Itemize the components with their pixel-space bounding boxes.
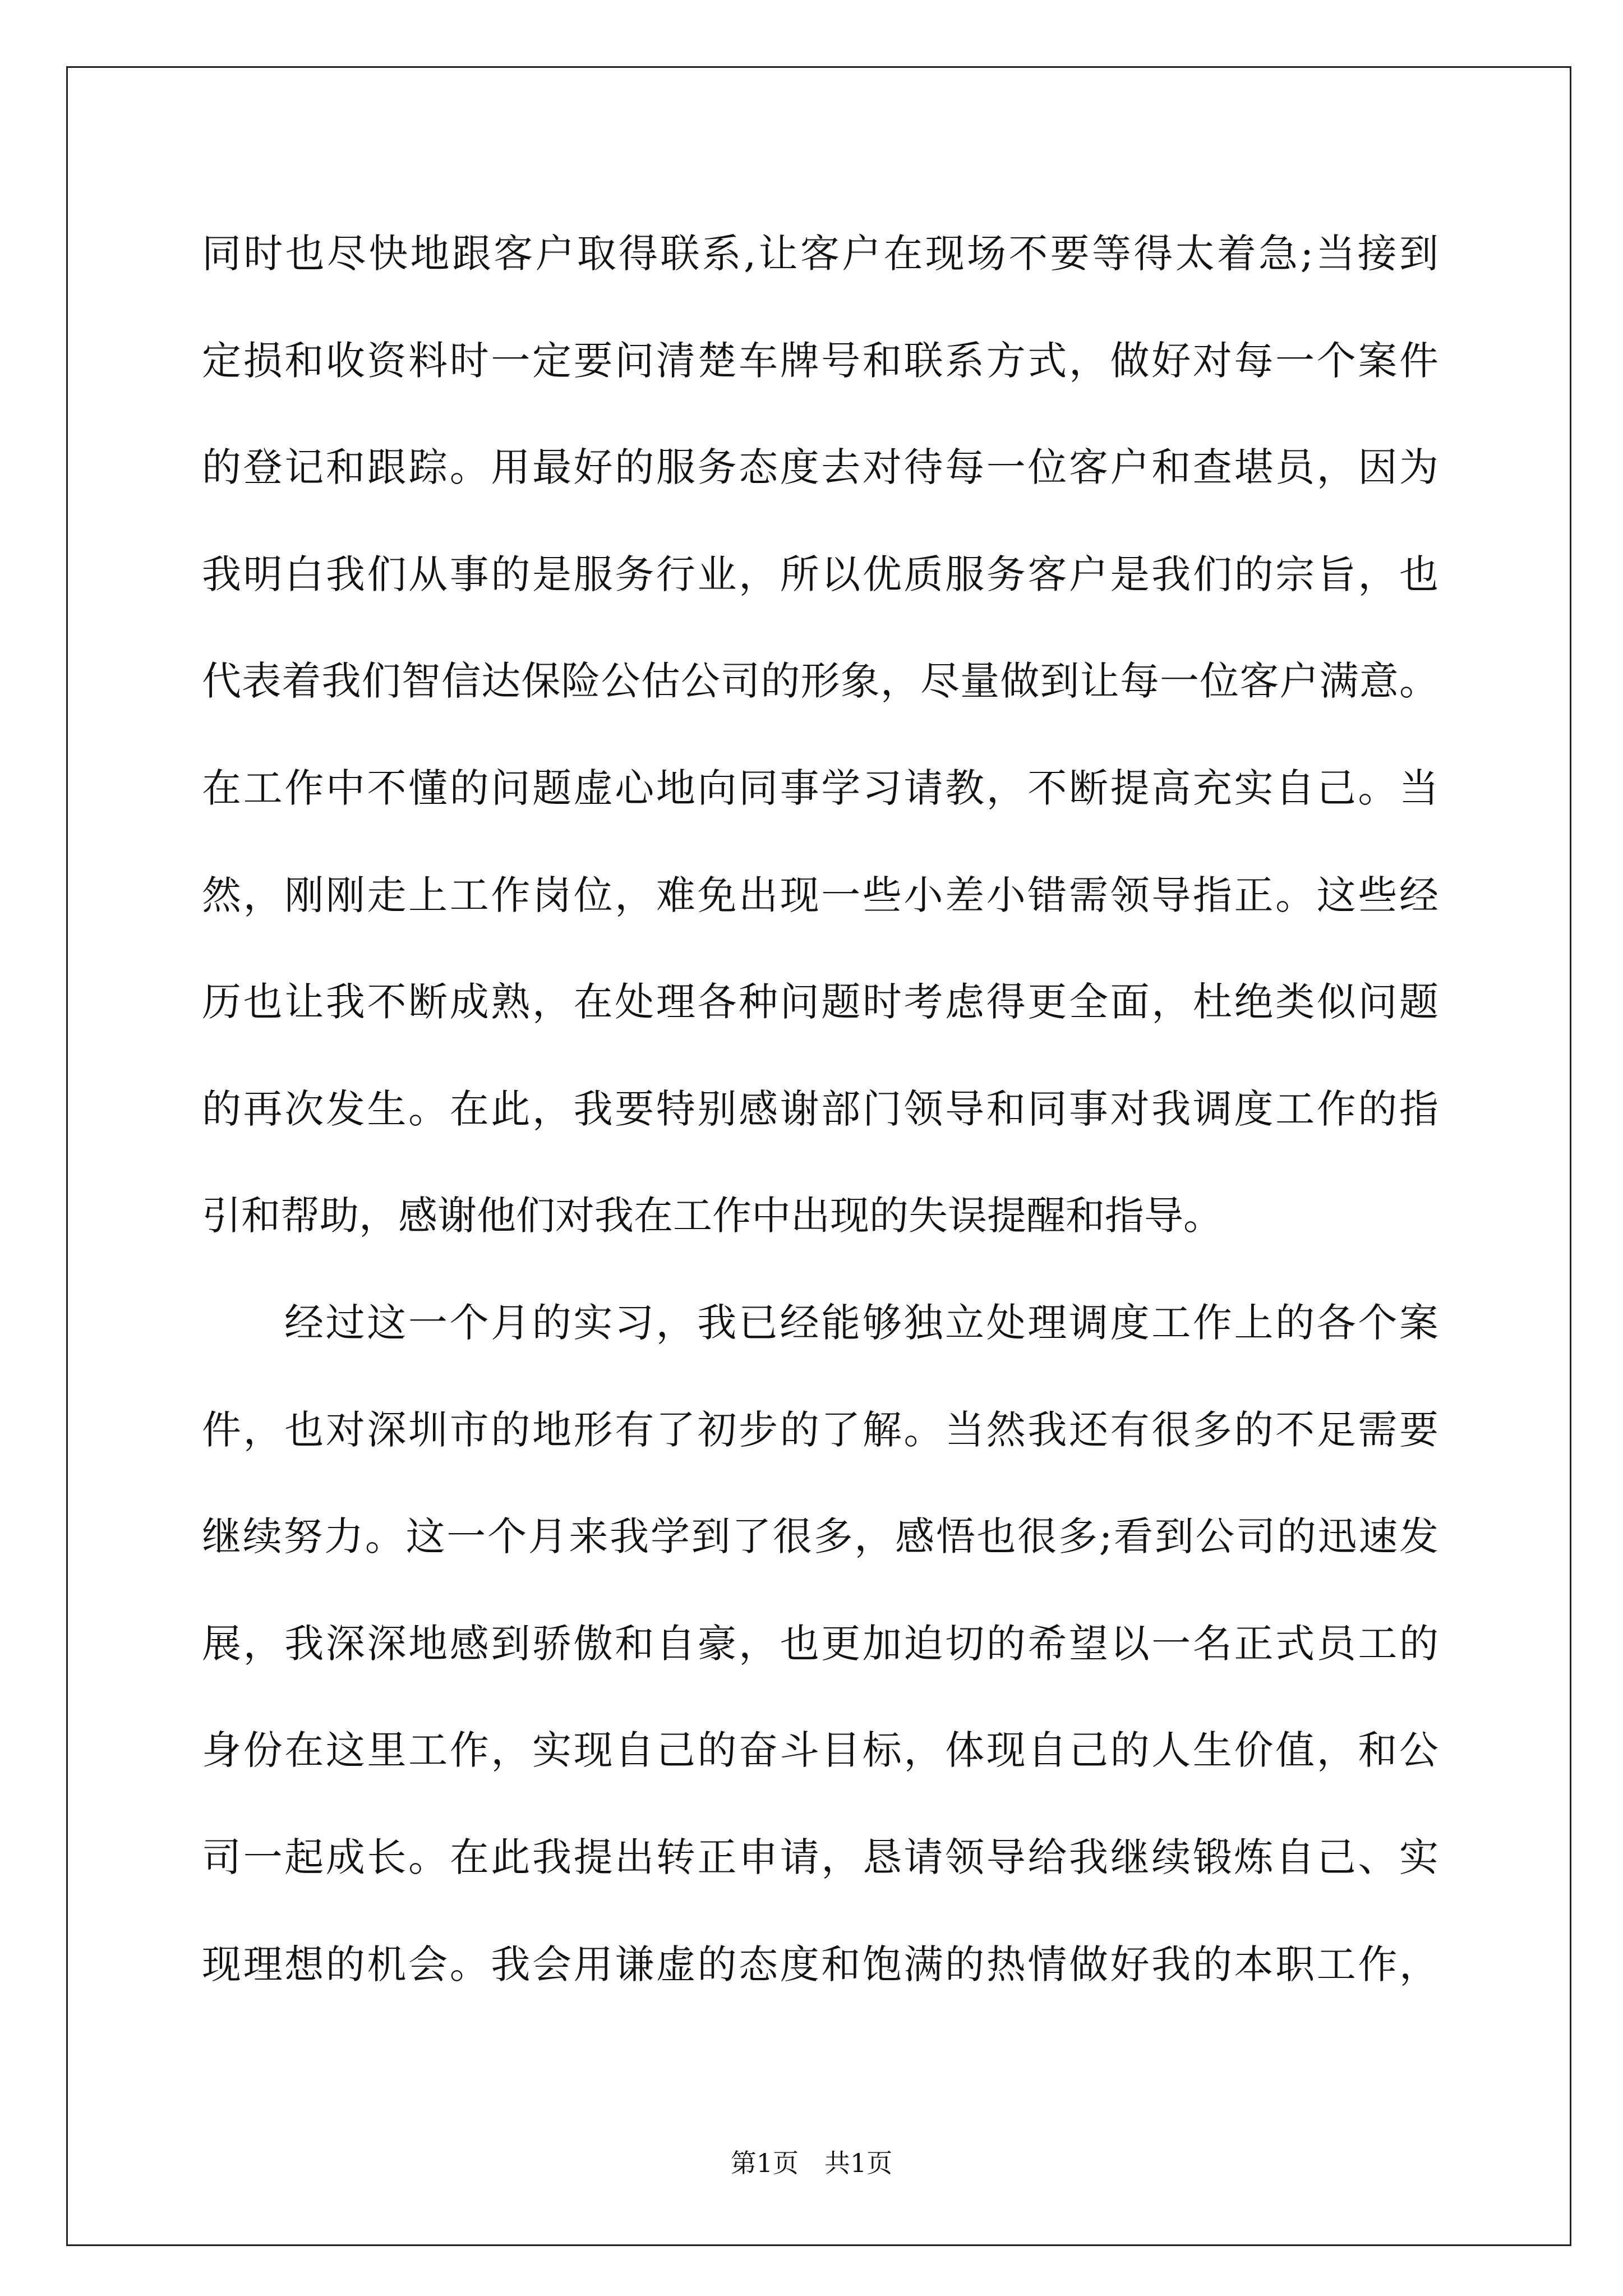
text-line: 现理想的机会。我会用谦虚的态度和饱满的热情做好我的本职工作，: [202, 1941, 1438, 1987]
text-line: 在工作中不懂的问题虚心地向同事学习请教，不断提高充实自己。当: [202, 765, 1438, 811]
text-line: 代表着我们智信达保险公估公司的形象，尽量做到让每一位客户满意。: [202, 658, 1438, 705]
paragraph-1: [202, 200, 1438, 1269]
text-line: 的再次发生。在此，我要特别感谢部门领导和同事对我调度工作的指: [202, 1085, 1438, 1132]
text-line: 司一起成长。在此我提出转正申请，恳请领导给我继续锻炼自己、实: [202, 1834, 1438, 1880]
text-line: 件，也对深圳市的地形有了初步的了解。当然我还有很多的不足需要: [202, 1406, 1438, 1453]
text-line: 引和帮助，感谢他们对我在工作中出现的失误提醒和指导。: [202, 1193, 1223, 1239]
document-body: [202, 200, 1438, 2018]
text-line: 然，刚刚走上工作岗位，难免出现一些小差小错需领导指正。这些经: [202, 872, 1438, 918]
text-line: 继续努力。这一个月来我学到了很多，感悟也很多;看到公司的迅速发: [202, 1513, 1438, 1560]
text-line: 同时也尽快地跟客户取得联系,让客户在现场不要等得太着急;当接到: [202, 231, 1438, 277]
paragraph-2: [202, 1269, 1438, 2018]
text-line: 的登记和跟踪。用最好的服务态度去对待每一位客户和查堪员，因为: [202, 444, 1438, 491]
page-number-footer: 第1页 共1页: [730, 2148, 893, 2178]
text-line: 定损和收资料时一定要问清楚车牌号和联系方式，做好对每一个案件: [202, 337, 1438, 384]
text-line: 经过这一个月的实习，我已经能够独立处理调度工作上的各个案: [284, 1299, 1438, 1346]
text-line: 展，我深深地感到骄傲和自豪，也更加迫切的希望以一名正式员工的: [202, 1620, 1438, 1667]
text-line: 历也让我不断成熟，在处理各种问题时考虑得更全面，杜绝类似问题: [202, 979, 1438, 1025]
text-line: 我明白我们从事的是服务行业，所以优质服务客户是我们的宗旨，也: [202, 551, 1438, 597]
text-line: 身份在这里工作，实现自己的奋斗目标，体现自己的人生价值，和公: [202, 1727, 1438, 1774]
